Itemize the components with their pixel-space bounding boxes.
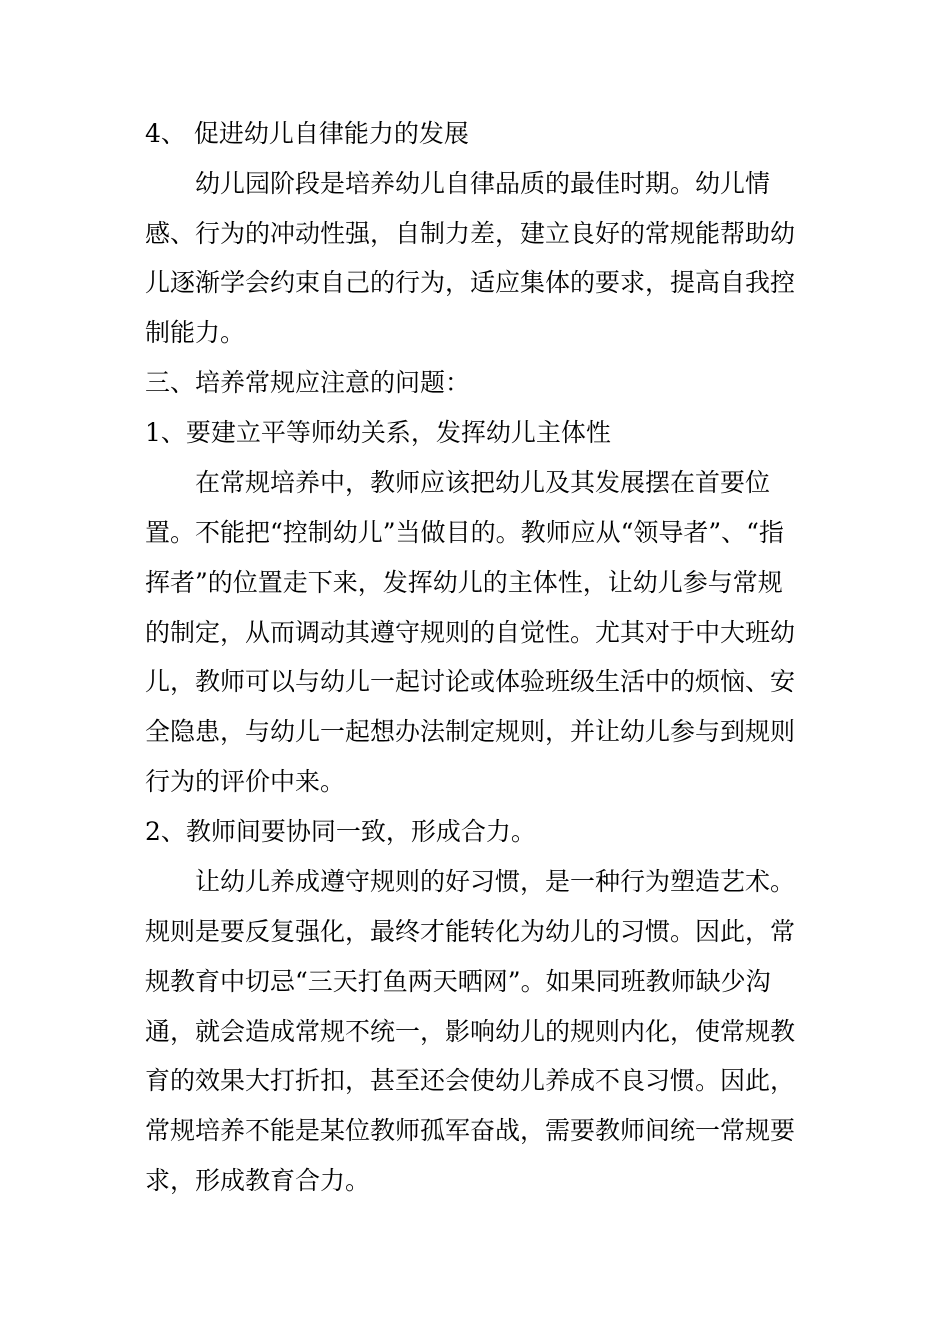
section-heading-4: 4、 促进幼儿自律能力的发展: [145, 119, 469, 148]
paragraph-line: 挥者”的位置走下来，发挥幼儿的主体性，让幼儿参与常规: [145, 568, 783, 597]
paragraph-line: 制能力。: [145, 318, 246, 347]
subheading-1: 1、要建立平等师幼关系，发挥幼儿主体性: [145, 418, 611, 447]
paragraph-line: 的制定，从而调动其遵守规则的自觉性。尤其对于中大班幼: [145, 618, 796, 647]
paragraph-line: 置。不能把“控制幼儿”当做目的。教师应从“领导者”、“指: [145, 518, 784, 547]
paragraph-line: 儿，教师可以与幼儿一起讨论或体验班级生活中的烦恼、安: [145, 667, 796, 696]
paragraph-line: 规则是要反复强化，最终才能转化为幼儿的习惯。因此，常: [145, 917, 796, 946]
paragraph-line: 行为的评价中来。: [145, 767, 346, 796]
paragraph-line: 育的效果大打折扣，甚至还会使幼儿养成不良习惯。因此，: [145, 1066, 796, 1095]
paragraph-line: 规教育中切忌“三天打鱼两天晒网”。如果同班教师缺少沟: [145, 967, 771, 996]
paragraph-line: 让幼儿养成遵守规则的好习惯，是一种行为塑造艺术。: [195, 867, 796, 896]
paragraph-line: 感、行为的冲动性强，自制力差，建立良好的常规能帮助幼: [145, 219, 796, 248]
paragraph-line: 全隐患，与幼儿一起想办法制定规则，并让幼儿参与到规则: [145, 717, 796, 746]
paragraph-line: 通，就会造成常规不统一，影响幼儿的规则内化，使常规教: [145, 1017, 796, 1046]
section-heading-3: 三、培养常规应注意的问题：: [145, 368, 471, 397]
paragraph-line: 在常规培养中，教师应该把幼儿及其发展摆在首要位: [195, 468, 771, 497]
paragraph-line: 幼儿园阶段是培养幼儿自律品质的最佳时期。幼儿情: [195, 169, 771, 198]
paragraph-line: 常规培养不能是某位教师孤军奋战，需要教师间统一常规要: [145, 1116, 796, 1145]
paragraph-line: 求，形成教育合力。: [145, 1166, 371, 1195]
paragraph-line: 儿逐渐学会约束自己的行为，适应集体的要求，提高自我控: [145, 268, 796, 297]
subheading-2: 2、教师间要协同一致，形成合力。: [145, 817, 536, 846]
